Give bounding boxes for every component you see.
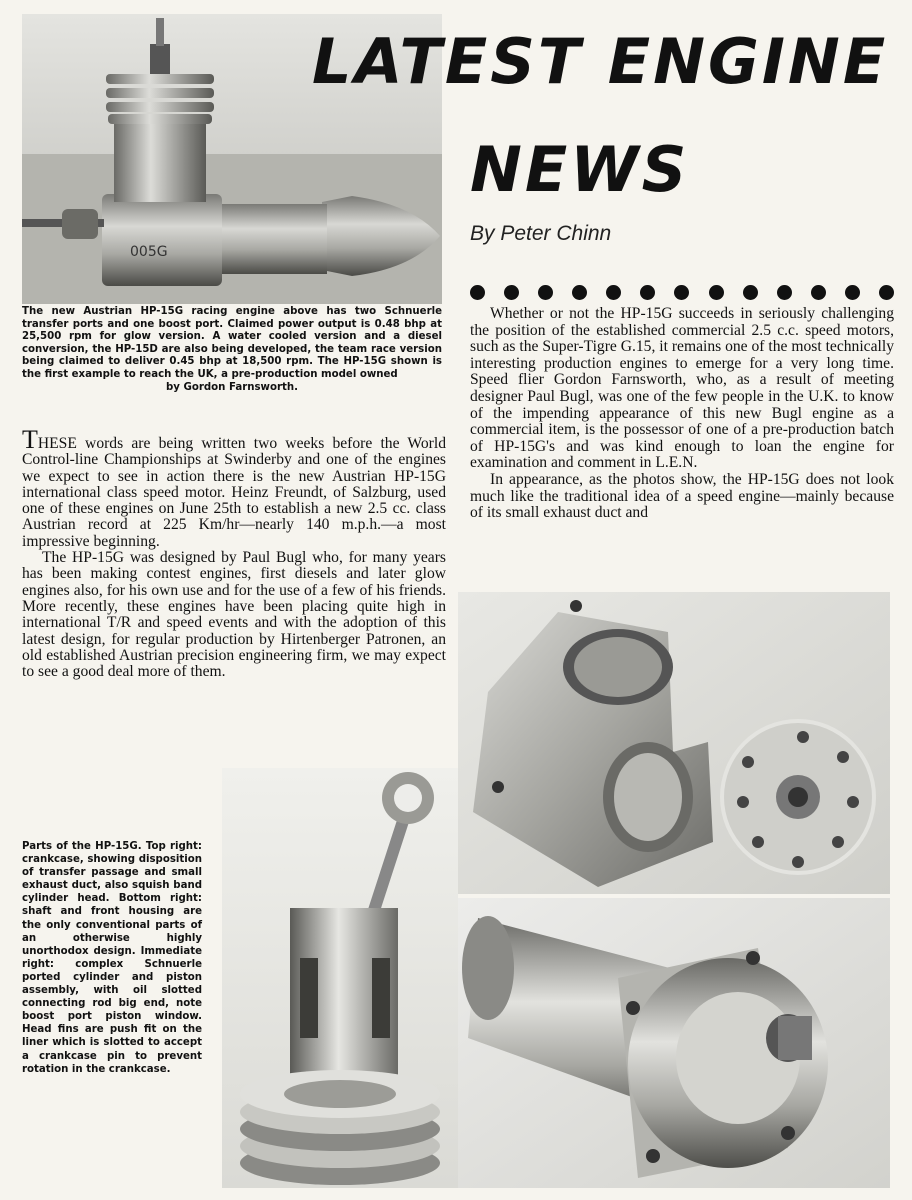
paragraph-1-text: HESE words are being written two weeks before the World Control-line Championships at Swinderby and one of the engines we expect to see in action there is the new Austrian HP-15G international class speed motor. Heinz Freundt, of Salzburg, used one of these engines on June 25th to establish a new 2.5 cc. class Austrian record at 225 Km/hr—nearly 140 m.p.h.—a most impressive beginning. xyxy=(22,435,446,550)
shaft-housing-photo xyxy=(458,898,890,1188)
divider-dot xyxy=(674,285,689,300)
drop-cap: T xyxy=(22,425,38,454)
headline-line-2: NEWS xyxy=(470,133,690,206)
divider-dot xyxy=(777,285,792,300)
engine-engraving: 005G xyxy=(130,244,168,260)
divider-dot xyxy=(879,285,894,300)
divider-dot xyxy=(504,285,519,300)
article-headline xyxy=(312,6,902,226)
divider-dot xyxy=(606,285,621,300)
divider-dot xyxy=(538,285,553,300)
divider-dot xyxy=(572,285,587,300)
divider-dot xyxy=(743,285,758,300)
cylinder-photo xyxy=(222,768,458,1188)
crankcase-photo xyxy=(458,592,890,894)
divider-dot xyxy=(470,285,485,300)
divider-dot xyxy=(811,285,826,300)
article-paragraph-3: Whether or not the HP-15G succeeds in seriously challenging the position of the established commercial 2.5 c.c. speed motors, such as the Super-Tigre G.15, it remains one of the most technically interesting production engines to emerge for a very long time. Speed flier Gordon Farnsworth, who, as a result of meeting designer Paul Bugl, was one of the few people in the U.K. to know of the impending appearance of this new Bugl engine as a commercial item, is the possessor of one of a pre-production batch of HP-15G's and was kind enough to loan the engine for examination and comment in L.E.N. xyxy=(470,305,894,472)
divider-dot xyxy=(709,285,724,300)
caption-last-line: by Gordon Farnsworth. xyxy=(166,381,298,393)
article-paragraph-1 xyxy=(22,425,446,550)
headline-line-1: LATEST ENGINE xyxy=(312,25,889,98)
parts-caption: Parts of the HP-15G. Top right: crankcase, showing disposition of transfer passage and small exhaust duct, also squish band cylinder head. Bottom right: shaft and front housing are the only conventional parts of an otherwise highly unorthodox design. Immediate right: complex Schnuerle ported cylinder and piston assembly, with oil slotted connecting rod big end, note boost port piston window. Head fins are push fit on the liner which is slotted to accept a crankcase pin to prevent rotation in the crankcase. xyxy=(22,841,202,1075)
divider-dot xyxy=(845,285,860,300)
caption-main: The new Austrian HP-15G racing engine above has two Schnuerle transfer ports and one boost port. Claimed power output is 0.48 bhp at 25,500 rpm for glow version. A water cooled version and a diesel conversion, the HP-15D are also being developed, the team race version being claimed to deliver 0.45 bhp at 18,500 rpm. The HP-15G shown is the first example to reach the UK, a pre-production model owned xyxy=(22,306,442,380)
article-column-left xyxy=(22,425,446,681)
engine-photo-caption xyxy=(22,306,442,394)
byline: By Peter Chinn xyxy=(470,222,612,245)
dot-divider xyxy=(470,285,894,301)
divider-dot xyxy=(640,285,655,300)
article-column-right xyxy=(470,306,894,522)
article-paragraph-2: The HP-15G was designed by Paul Bugl who, for many years has been making contest engines, first diesels and later glow engines also, for his own use and for the use of a few of his friends. More recently, these engines have been placing quite high in international T/R and speed events and with the adoption of this latest design, for regular production by Hirtenberger Patronen, an old established Austrian precision engineering firm, we may expect to see a good deal more of them. xyxy=(22,549,446,681)
article-paragraph-4: In appearance, as the photos show, the HP-15G does not look much like the traditional idea of a speed engine—mainly because of its small exhaust duct and xyxy=(470,470,894,522)
